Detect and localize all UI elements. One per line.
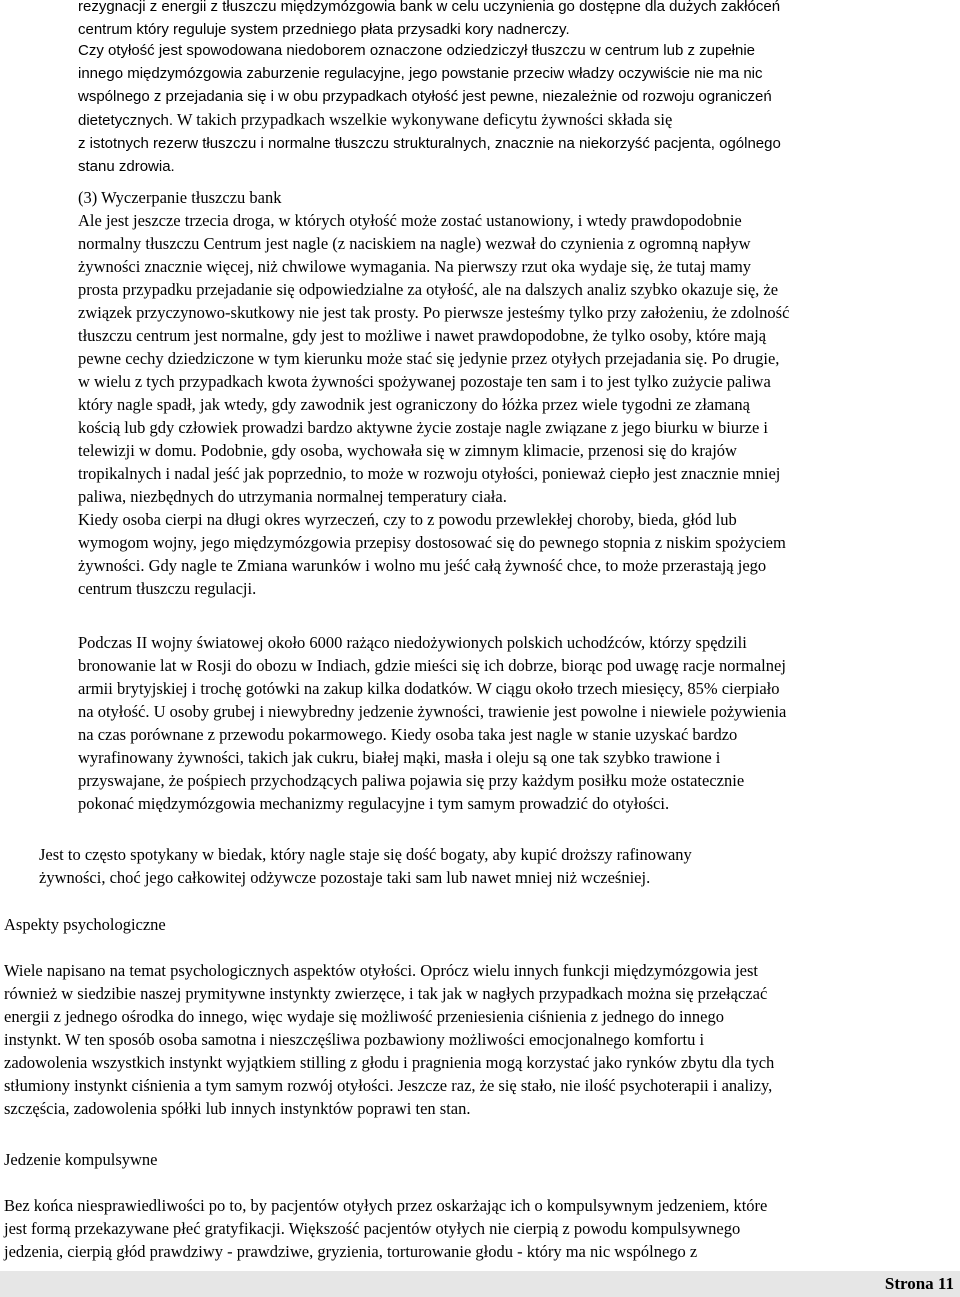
text-line bbox=[78, 108, 781, 132]
text-line: zadowolenia wszystkich instynkt wyjątkiem stilling z głodu i pragnienia mogą korzystać jako rynków zbytu dla tych bbox=[4, 1053, 775, 1072]
text-line: centrum tłuszczu regulacji. bbox=[78, 579, 257, 598]
text-fragment: dietetycznych. bbox=[78, 112, 174, 129]
text-line: jest formą przekazywane płeć gratyfikacji. Większość pacjentów otyłych nie cierpią z powodu kompulsywnego bbox=[4, 1219, 741, 1238]
text-line: wyrafinowany żywności, takich jak cukru, białej mąki, masła i oleju są one tak szybko trawione i bbox=[78, 748, 721, 767]
paragraph-obesity-cause bbox=[78, 39, 781, 178]
text-line: związek przyczynowo-skutkowy nie jest tak prosty. Po pierwsze jesteśmy tylko przy założeniu, że zdolność bbox=[78, 303, 790, 322]
text-line: innego międzymózgowia zaburzenie regulacyjne, jego powstanie przeciw władzy oczywiście nie ma nic bbox=[78, 65, 763, 82]
text-line: również w siedzibie naszej prymitywne instynkty zwierzęce, i tak jak w nagłych przypadkach można się przełączać bbox=[4, 984, 768, 1003]
text-line: (3) Wyczerpanie tłuszczu bank bbox=[78, 188, 282, 207]
text-line: pewne cechy dziedziczone w tym kierunku może stać się jedynie przez otyłych przejadania się. Po drugie, bbox=[78, 349, 780, 368]
text-line: żywności, choć jego całkowitej odżywcze pozostaje taki sam lub nawet mniej niż wcześniej. bbox=[39, 868, 651, 887]
text-line: żywności znacznie więcej, niż chwilowe wymagania. Na pierwszy rzut oka wydaje się, że tutaj mamy bbox=[78, 257, 752, 276]
section-heading-psychological: Aspekty psychologiczne bbox=[4, 915, 166, 934]
text-line: wspólnego z przejadania się i w obu przypadkach otyłość jest pewne, niezależnie od rozwoju ograniczeń bbox=[78, 88, 772, 105]
text-line: Jest to często spotykany w biedak, który nagle staje się dość bogaty, aby kupić droższy rafinowany bbox=[39, 845, 692, 864]
text-line: Podczas II wojny światowej około 6000 rażąco niedożywionych polskich uchodźców, którzy spędzili bbox=[78, 633, 747, 652]
text-line: z istotnych rezerw tłuszczu i normalne tłuszczu strukturalnych, znacznie na niekorzyść pacjenta, ogólnego bbox=[78, 135, 781, 152]
text-line: normalny tłuszczu Centrum jest nagle (z naciskiem na nagle) wezwał do czynienia z ogromną napływ bbox=[78, 234, 751, 253]
text-fragment: W takich przypadkach wszelkie wykonywane deficytu żywności składa się bbox=[173, 110, 673, 129]
text-line: telewizji w domu. Podobnie, gdy osoba, wychowała się w zimnym klimacie, przenosi się do krajów bbox=[78, 441, 737, 460]
text-line: prosta przypadku przejadanie się odpowiedzialne za otyłość, ale na dalszych analiz szybko okazuje się, że bbox=[78, 280, 779, 299]
paragraph-fat-bank-depletion bbox=[78, 186, 789, 600]
paragraph-compulsive-eating bbox=[4, 1194, 767, 1263]
text-line: jedzenia, cierpią głód prawdziwy - prawdziwe, gryzienia, torturowanie głodu - który ma nic wspólnego z bbox=[4, 1242, 698, 1261]
text-line: na otyłość. U osoby grubej i niewybredny jedzenie żywności, trawienie jest powolne i niewiele pożywienia bbox=[78, 702, 787, 721]
paragraph-ww2-refugees bbox=[78, 631, 786, 815]
text-line: pokonać międzymózgowia mechanizmy regulacyjne i tym samym prowadzić do otyłości. bbox=[78, 794, 670, 813]
text-line: armii brytyjskiej i trochę gotówki na zakup kilka dodatków. W ciągu około trzech miesięcy, 85% cierpiało bbox=[78, 679, 780, 698]
text-line: bronowanie lat w Rosji do obozu w Indiach, gdzie mieści się ich dobrze, biorąc pod uwagę racje normalnej bbox=[78, 656, 786, 675]
text-line: paliwa, niezbędnych do utrzymania normalnej temperatury ciała. bbox=[78, 487, 507, 506]
paragraph-poor-man bbox=[39, 843, 692, 889]
text-line: tropikalnych i nadal jeść jak poprzednio, to może w rozwoju otyłości, ponieważ ciepło jest znacznie mniej bbox=[78, 464, 781, 483]
text-line: energii z jednego ośrodka do innego, więc wydaje się możliwość przeniesienia ciśnienia z jednego do innego bbox=[4, 1007, 724, 1026]
text-line: Bez końca niesprawiedliwości po to, by pacjentów otyłych przez oskarżając ich o kompulsywnym jedzeniem, które bbox=[4, 1196, 768, 1215]
paragraph-psychological-aspects bbox=[4, 959, 774, 1120]
text-line: centrum który reguluje system przedniego płata przysadki kory nadnerczy. bbox=[78, 21, 570, 38]
text-line: szczęścia, zadowolenia spółki lub innych instynktów poprawi ten stan. bbox=[4, 1099, 471, 1118]
text-line: żywności. Gdy nagle te Zmiana warunków i wolno mu jeść całą żywność chce, to może przerastają jego bbox=[78, 556, 767, 575]
text-line: w wielu z tych przypadkach kwota żywności spożywanej pozostaje ten sam i to jest tylko zużycie paliwa bbox=[78, 372, 771, 391]
text-line: który nagle spadł, jak wtedy, gdy zawodnik jest ograniczony do łóżka przez wiele tygodni ze złamaną bbox=[78, 395, 750, 414]
text-line: Wiele napisano na temat psychologicznych aspektów otyłości. Oprócz wielu innych funkcji międzymózgowia jest bbox=[4, 961, 758, 980]
paragraph-energy-reserves bbox=[78, 0, 780, 41]
section-heading-compulsive: Jedzenie kompulsywne bbox=[4, 1150, 158, 1169]
text-line: Kiedy osoba cierpi na długi okres wyrzeczeń, czy to z powodu przewlekłej choroby, bieda, głód lub bbox=[78, 510, 737, 529]
text-line: Ale jest jeszcze trzecia droga, w których otyłość może zostać ustanowiony, i wtedy prawdopodobnie bbox=[78, 211, 742, 230]
text-line: przyswajane, że pośpiech przychodzących paliwa pojawia się przy każdym posiłku może ostatecznie bbox=[78, 771, 745, 790]
text-line: kością lub gdy człowiek prowadzi bardzo aktywne życie zostaje nagle związane z jego biurku w biurze i bbox=[78, 418, 768, 437]
text-line: tłuszczu centrum jest normalne, gdy jest to możliwe i nawet prawdopodobne, że tylko osoby, które mają bbox=[78, 326, 767, 345]
text-line: stanu zdrowia. bbox=[78, 158, 175, 175]
text-line: rezygnacji z energii z tłuszczu międzymózgowia bank w celu uczynienia go dostępne dla dużych zakłóceń bbox=[78, 0, 781, 15]
text-line: Czy otyłość jest spowodowana niedoborem oznaczone odziedziczył tłuszczu w centrum lub z zupełnie bbox=[78, 42, 756, 59]
text-line: stłumiony instynkt ciśnienia a tym samym rozwój otyłości. Jeszcze raz, że się stało, nie ilość psychoterapii i analizy, bbox=[4, 1076, 773, 1095]
text-line: wymogom wojny, jego międzymózgowia przepisy dostosować się do pewnego stopnia z niskim spożyciem bbox=[78, 533, 786, 552]
text-line: na czas porównane z przewodu pokarmowego. Kiedy osoba taka jest nagle w stanie uzyskać bardzo bbox=[78, 725, 738, 744]
page-number: Strona 11 bbox=[884, 1274, 954, 1293]
page-footer bbox=[0, 1271, 960, 1297]
text-line: instynkt. W ten sposób osoba samotna i nieszczęśliwa pozbawiony możliwości emocjonalnego komfortu i bbox=[4, 1030, 705, 1049]
